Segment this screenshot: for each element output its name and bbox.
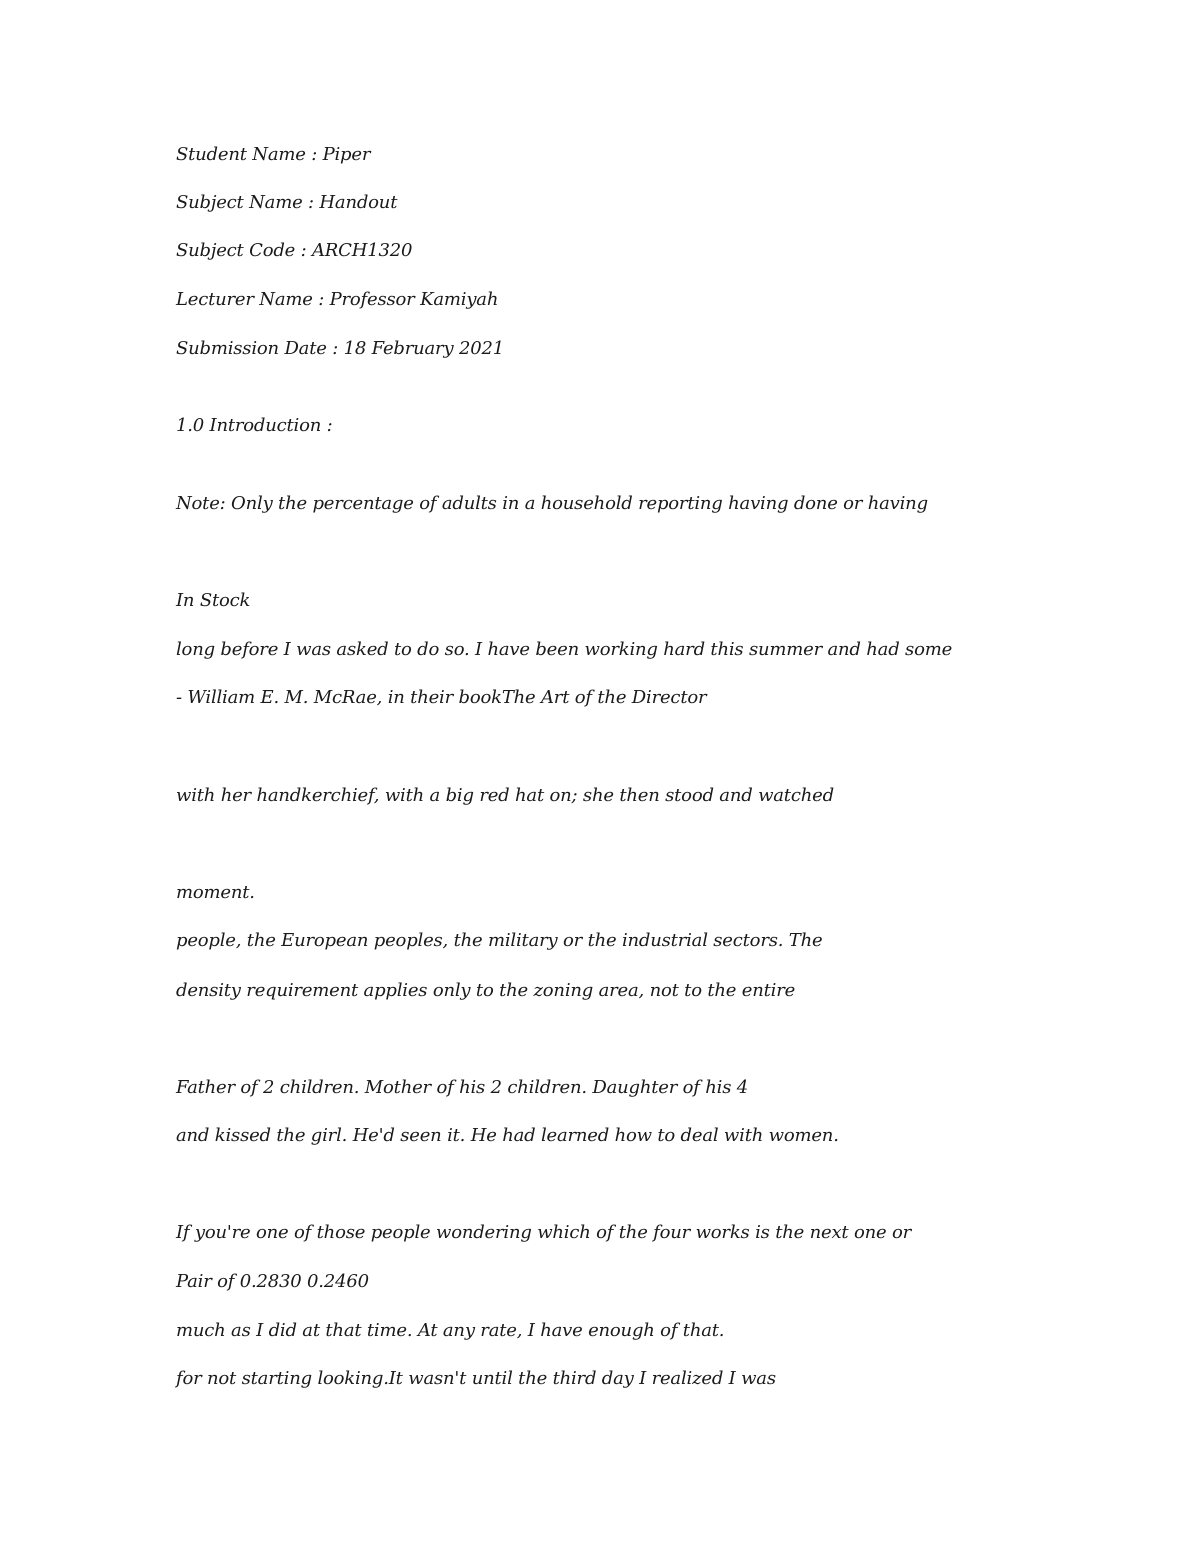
- section-heading: 1.0 Introduction :: [176, 415, 333, 436]
- body-line: moment.: [176, 882, 255, 903]
- body-line: density requirement applies only to the zoning area, not to the entire: [176, 980, 796, 1001]
- body-line: much as I did at that time. At any rate, I have enough of that.: [176, 1320, 725, 1341]
- body-line: people, the European peoples, the military or the industrial sectors. The: [176, 930, 823, 951]
- body-line: and kissed the girl. He'd seen it. He had learned how to deal with women.: [176, 1125, 839, 1146]
- body-line: - William E. M. McRae, in their bookThe Art of the Director: [176, 687, 707, 708]
- submission-date-line: Submission Date : 18 February 2021: [176, 338, 504, 359]
- body-line: long before I was asked to do so. I have been working hard this summer and had some: [176, 639, 953, 660]
- body-line: with her handkerchief, with a big red hat on; she then stood and watched: [176, 785, 834, 806]
- body-line: Father of 2 children. Mother of his 2 children. Daughter of his 4: [176, 1077, 749, 1098]
- body-line: for not starting looking.It wasn't until the third day I realized I was: [176, 1368, 776, 1389]
- student-name-line: Student Name : Piper: [176, 144, 371, 165]
- lecturer-name-line: Lecturer Name : Professor Kamiyah: [176, 289, 499, 310]
- body-line: Pair of 0.2830 0.2460: [176, 1271, 369, 1292]
- body-line: If you're one of those people wondering which of the four works is the next one or: [176, 1222, 912, 1243]
- subject-code-line: Subject Code : ARCH1320: [176, 240, 413, 261]
- body-line: In Stock: [176, 590, 251, 611]
- body-line: Note: Only the percentage of adults in a household reporting having done or having: [176, 493, 928, 514]
- subject-name-line: Subject Name : Handout: [176, 192, 398, 213]
